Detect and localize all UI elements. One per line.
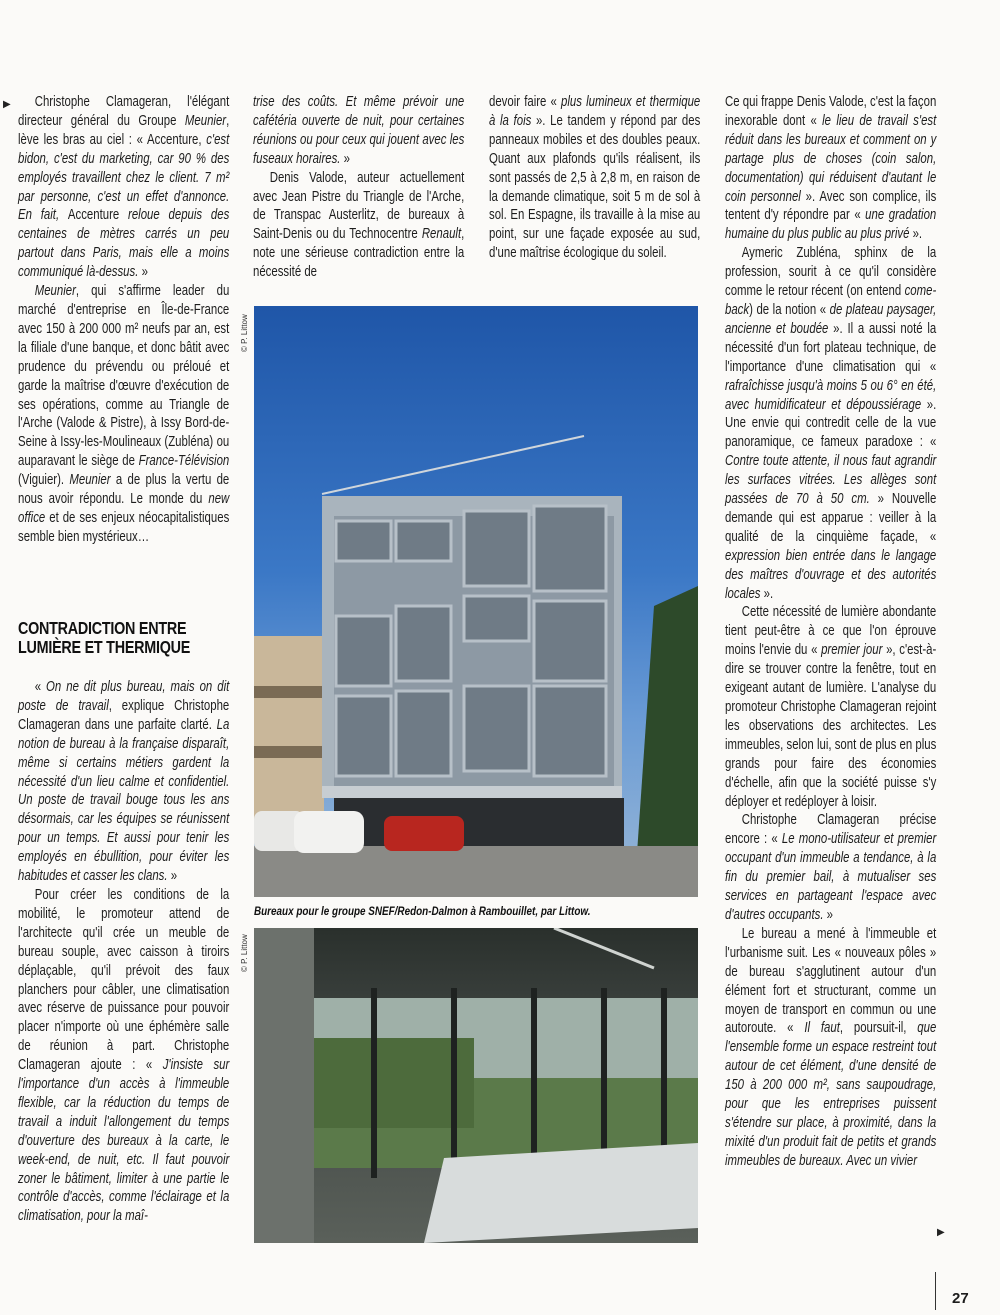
text: ». Une envie qui contredit celle de la vue panoramique, ce fameux paradoxe : « bbox=[725, 395, 937, 451]
paragraph bbox=[725, 925, 936, 1171]
paragraph bbox=[253, 169, 464, 282]
text: Christophe Clamageran précise encore : « bbox=[725, 811, 937, 848]
italic-text: plus lumineux et thermique à la fois bbox=[489, 93, 701, 129]
column-4-text bbox=[725, 93, 936, 1171]
column-1-top bbox=[18, 93, 229, 547]
paragraph bbox=[725, 603, 936, 811]
italic-text: expression bien entrée dans le langage des maîtres d'ouvrage et des autorités locales bbox=[725, 546, 937, 602]
paragraph bbox=[18, 678, 229, 886]
italic-text: le lieu de travail s'est réduit dans les bureaux et comment on y partage plus de choses (coin salon, documentation) qui réduisent d'autant le coin personnel bbox=[725, 111, 937, 205]
text: Cette nécessité de lumière abondante tient peut-être à ce que l'on éprouve moins l'envie du « bbox=[725, 603, 937, 659]
text: » bbox=[823, 905, 834, 923]
text: a de plus la vertu de nous avoir répondu. Le monde du bbox=[18, 471, 230, 508]
text: devoir faire « bbox=[489, 93, 562, 110]
text: , explique Christophe Clamageran dans une parfaite clarté. bbox=[18, 696, 230, 733]
continued-arrow-icon: ▶ bbox=[3, 99, 11, 110]
paragraph bbox=[18, 886, 229, 1226]
page-number: 27 bbox=[952, 1290, 969, 1307]
italic-text: une gradation humaine du plus public au plus privé bbox=[725, 206, 937, 243]
italic-text: Meunier bbox=[69, 471, 111, 489]
column-2-text bbox=[253, 93, 464, 282]
text: ». bbox=[909, 225, 923, 243]
text: » bbox=[340, 149, 350, 167]
italic-text: reloue depuis des centaines de mètres carrés un peu partout dans Paris, mais elle a moins communiqué là-dessus. bbox=[18, 206, 230, 281]
photo-credit: © P. Littow bbox=[240, 314, 249, 352]
page-number-rule bbox=[935, 1272, 936, 1310]
building-exterior-photo bbox=[254, 306, 698, 897]
paragraph bbox=[253, 93, 464, 169]
italic-text: France-Télévision bbox=[138, 452, 230, 470]
text: Ce qui frappe Denis Valode, c'est la façon inexorable dont « bbox=[725, 93, 937, 129]
text: Le bureau a mené à l'immeuble et l'urbanisme suit. Les « nouveaux pôles » de bureau s'agglutinent autour d'un élément fort et structurant, comme un moyen de transport en commun ou une autoroute. « bbox=[725, 924, 937, 1037]
office-interior-photo bbox=[254, 928, 698, 1243]
text: , note une sérieuse contradiction entre la nécessité de bbox=[253, 225, 465, 281]
text: » bbox=[138, 263, 148, 281]
text: « bbox=[34, 678, 47, 695]
italic-text: c'est bidon, c'est du marketing, car 90 % des employés travaillent chez le client. 7 m² par personne, c'est un effet d'annonce. En fait, bbox=[18, 130, 230, 224]
paragraph bbox=[18, 93, 229, 282]
text: » Nouvelle demande qui est apparue : veiller à la qualité de la cinquième façade, « bbox=[725, 490, 937, 545]
text: » bbox=[167, 867, 178, 885]
italic-text: Meunier bbox=[34, 282, 76, 300]
column-3-text bbox=[489, 93, 700, 263]
text: ». Avec son complice, ils tentent d'y répondre par « bbox=[725, 187, 937, 224]
italic-text: new office bbox=[18, 490, 230, 526]
text: , poursuit-il, bbox=[839, 1019, 918, 1037]
text: Pour créer les conditions de la mobilité, le promoteur attend de l'architecte qu'il crée un meuble de bureau souple, avec caisson à tiroirs déplaçable, qu'il prévoit des faux planchers pour câbler, une climatisation avec réserve de puissance pour pouvoir placer n'importe où une éphémère salle de réunion à part. Christophe Clamageran ajoute : « bbox=[18, 885, 230, 1074]
paragraph bbox=[725, 811, 936, 924]
text: ) de la notion « bbox=[749, 300, 830, 318]
text: (Viguier). bbox=[18, 471, 70, 489]
paragraph bbox=[725, 93, 936, 244]
photo-credit: © P. Littow bbox=[240, 934, 249, 972]
text: , lève les bras au ciel : « Accenture, bbox=[18, 111, 230, 148]
italic-text: come-back bbox=[725, 282, 937, 318]
italic-text: Le mono-utilisateur et premier occupant d'un immeuble a tendance, à la fin du premier bail, à mutualiser ses services en partageant l'espace avec d'autres occupants. bbox=[725, 830, 937, 923]
italic-text: La notion de bureau à la française disparaît, même si certains métiers gardent la nécessité d'un lieu calme et confidentiel. Un poste de travail bouge tous les ans désormais, car les équipes se réunissent pour un temps. Et aussi pour tenir les employés en ébullition, pour éviter les habitudes et casser les clans. bbox=[18, 715, 230, 885]
section-heading: CONTRADICTION ENTRE LUMIÈRE ET THERMIQUE bbox=[18, 618, 191, 657]
italic-text: rafraîchisse jusqu'à moins 5 ou 6° en été, avec humidificateur et dépoussiérage bbox=[725, 376, 937, 413]
photo-caption: Bureaux pour le groupe SNEF/Redon-Dalmon à Rambouillet, par Littow. bbox=[254, 906, 591, 918]
italic-text: de plateau paysager, ancienne et boudée bbox=[725, 300, 937, 337]
italic-text: Renault bbox=[421, 225, 462, 243]
paragraph bbox=[725, 244, 936, 603]
italic-text: J'insiste sur l'importance d'un accès à l'immeuble flexible, car la réduction du temps de travail a induit l'allongement du temps d'ouverture des bureaux à la carte, le week-end, de nuit, etc. Il faut pouvoir zoner le bâtiment, limiter à une partie le contrôle d'accès, comme l'éclairage et la climatisation, pour la maî- bbox=[18, 1056, 230, 1225]
paragraph bbox=[489, 93, 700, 263]
text: », c'est-à-dire se trouver contre la fenêtre, tout en exigeant autant de lumière. L'analyse du promoteur Christophe Clamageran rejoint les observations des architectes. Les immeubles, selon lui, sont de plus en plus grands pour faire des économies d'échelle, afin que la société puisse s'y déployer et redéployer à loisir. bbox=[725, 641, 937, 810]
continues-arrow-icon: ▶ bbox=[937, 1227, 945, 1238]
italic-text: Meunier bbox=[184, 111, 227, 129]
column-1-bottom bbox=[18, 678, 229, 1226]
text: Aymeric Zubléna, sphinx de la profession, sourit à ce qu'il considère comme le retour récent (on entend bbox=[725, 244, 937, 300]
text: et de ses enjeux néocapitalistiques semble bien mystérieux… bbox=[18, 508, 230, 545]
text: ». Le tandem y répond par des panneaux mobiles et des doubles peaux. Quant aux plafonds qu'ils réalisent, ils sont passés de 2,5 à 2,8 m, en raison de la demande climatique, soit 5 m de sol à sol. En Espagne, ils travaille à la mise au point, sur une façade exposée au sud, d'une maîtrise écologique du soleil. bbox=[489, 111, 701, 262]
text: ». bbox=[760, 584, 774, 602]
text: Denis Valode, auteur actuellement avec Jean Pistre du Triangle de l'Arche, de Transpac Austerlitz, de bureaux à Saint-Denis ou du Technocentre bbox=[253, 168, 465, 243]
italic-text: Il faut bbox=[804, 1019, 840, 1037]
italic-text: On ne dit plus bureau, mais on dit poste de travail bbox=[18, 678, 230, 714]
text: , qui s'affirme leader du marché d'entreprise en Île-de-France avec 150 à 200 000 m² neufs par an, est la filiale d'une banque, et donc bâtit avec prudence du prévendu ou préloué et garde la maîtrise d'œuvre d'exécution de ses opérations, comme au Triangle de l'Arche (Valode & Pistre), à Issy Bord-de-Seine à Issy-les-Moulineaux (Zubléna) ou auparavant le siège de bbox=[18, 282, 230, 470]
italic-text: trise des coûts. Et même prévoir une cafétéria ouverte de nuit, pour certaines réunions ou pour ceux qui jouent avec les fuseaux horaires. bbox=[253, 93, 465, 167]
text: ». Il a aussi noté la nécessité d'un fort plateau technique, de l'importance d'une climatisation qui « bbox=[725, 319, 937, 375]
italic-text: premier jour bbox=[821, 641, 883, 659]
italic-text: Contre toute attente, il nous faut agrandir les surfaces vitrées. Les allèges sont passées de 70 à 50 cm. bbox=[725, 452, 937, 508]
paragraph bbox=[18, 282, 229, 547]
italic-text: que l'ensemble forme un espace restreint tout autour de cet élément, d'une densité de 150 à 200 000 m², sans saupoudrage, pour que les entreprises puissent s'étendre sur place, à proximité, dans la mixité d'un produit fait de petits et grands immeubles de bureaux. Avec un vivier bbox=[725, 1019, 937, 1169]
text: Accenture bbox=[67, 206, 129, 224]
text: Christophe Clamageran, l'élégant directeur général du Groupe bbox=[18, 93, 230, 129]
